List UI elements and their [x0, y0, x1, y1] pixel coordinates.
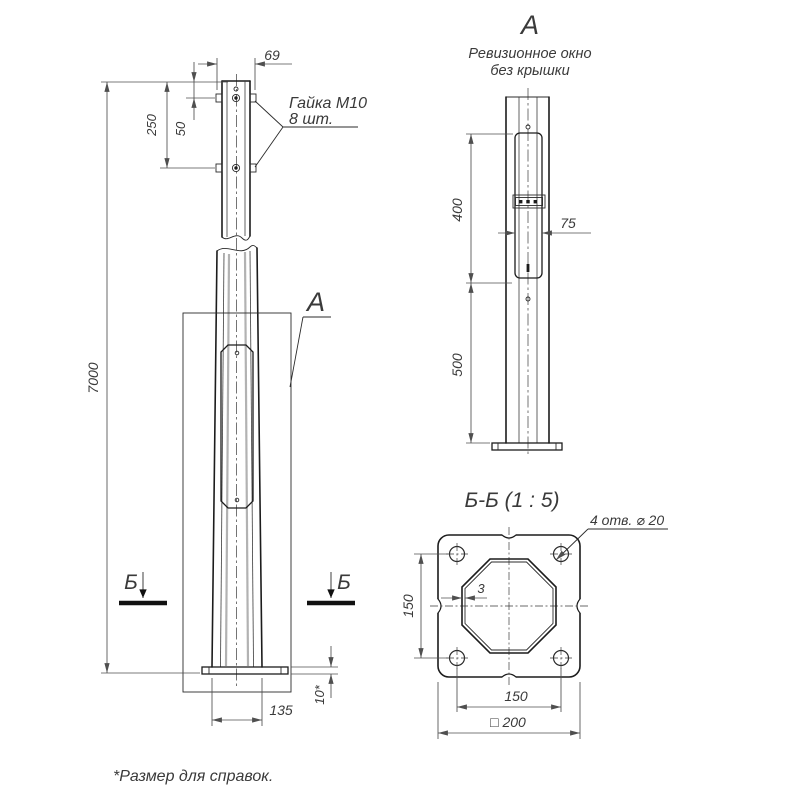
dimension-wall-3	[441, 581, 487, 598]
section-letter-left: Б	[124, 571, 138, 594]
dim-400-label: 400	[449, 198, 465, 222]
base-flange	[202, 667, 288, 674]
section-bb-title: Б-Б (1 : 5)	[464, 489, 560, 512]
view-a-title: А	[520, 10, 540, 40]
main-view	[85, 47, 367, 726]
dimension-400	[449, 134, 513, 283]
dimension-75	[498, 215, 591, 233]
view-a-window-opening	[513, 125, 545, 301]
dim-250-label: 250	[144, 114, 159, 136]
nut-leader-note	[255, 95, 367, 167]
footer-reference-note: *Размер для справок.	[113, 768, 274, 785]
break-line	[217, 245, 257, 251]
pole-body	[212, 245, 262, 667]
view-a-base-plate	[492, 443, 562, 450]
detail-a-frame	[183, 287, 331, 692]
dim-69-label: 69	[264, 47, 280, 63]
bolt-hole	[550, 543, 572, 565]
cover-screw-top	[235, 351, 239, 355]
cover-screw-bottom	[235, 498, 239, 502]
dimension-10ref	[291, 646, 338, 705]
dim-150h-label: 150	[504, 688, 528, 704]
terminal-block	[513, 195, 545, 208]
nut-pair-lower	[216, 164, 256, 172]
dimension-500	[449, 283, 490, 443]
window-latch	[527, 264, 530, 272]
top-hole	[234, 87, 238, 91]
section-cut-marks	[119, 571, 355, 603]
nut-pair-upper	[216, 94, 256, 102]
revision-window-cover	[221, 345, 253, 508]
section-view-bb	[400, 489, 668, 739]
dim-500-label: 500	[449, 353, 465, 377]
view-a-subtitle-2: без крышки	[490, 63, 570, 79]
detail-a-callout-label: А	[306, 287, 326, 317]
dim-135-label: 135	[269, 702, 293, 718]
dim-3-label: 3	[477, 581, 485, 596]
dim-150v-label: 150	[400, 594, 416, 618]
dim-200-label: □ 200	[490, 714, 526, 730]
pole-top-tube	[216, 81, 256, 240]
dim-50-label: 50	[173, 121, 188, 137]
nut-note-line2: 8 шт.	[289, 111, 334, 128]
detail-view-a	[449, 10, 592, 456]
bolt-hole	[446, 647, 468, 669]
holes-note-label: 4 отв. ⌀ 20	[590, 512, 665, 528]
view-a-subtitle-1: Ревизионное окно	[468, 46, 592, 62]
dimension-7000	[85, 82, 228, 673]
dimension-135	[212, 678, 293, 726]
bolt-hole	[550, 647, 572, 669]
dimension-50	[173, 62, 215, 136]
section-letter-right: Б	[337, 571, 351, 594]
dim-10ref-label: 10*	[312, 685, 327, 705]
nut-note-line1: Гайка М10	[289, 95, 367, 112]
break-line	[222, 236, 250, 240]
dim-7000-label: 7000	[85, 362, 101, 394]
dim-75-label: 75	[560, 215, 576, 231]
bolt-hole	[446, 543, 468, 565]
